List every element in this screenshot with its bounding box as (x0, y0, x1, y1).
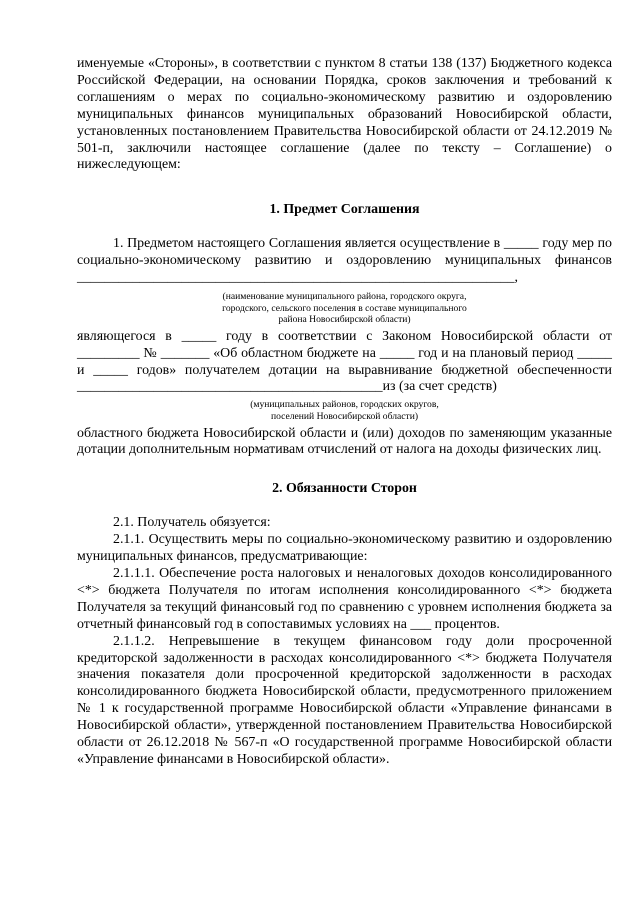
note-municipality-line-2: городского, сельского поселения в составе муниципального (222, 302, 467, 314)
clause-2-1-1-1: 2.1.1.1. Обеспечение роста налоговых и неналоговых доходов консолидированного <*> бюджета Получателя по итогам исполнения консолидированного <*> бюджета Получателя за текущий финансовый год по сравнению с уровнем исполнения бюджета за отчетный финансовый год в сопоставимых условиях на ___ процентов. (77, 566, 612, 632)
clause-2-1: 2.1. Получатель обязуется: (113, 515, 271, 531)
document-page (77, 56, 612, 769)
note-districts-line-2: поселений Новосибирской области) (270, 410, 419, 422)
clause-2-1-1-2: 2.1.1.2. Непревышение в текущем финансовом году доли просроченной кредиторской задолженности в расходах консолидированного <*> бюджета Получателя значения показателя доли просроченной кредиторской задолженности в расходах консолидированного бюджета Новосибирской области, предусмотренного приложением № 1 к государственной программе Новосибирской области «Управление финансами в Новосибирской области», утвержденной постановлением Правительства Новосибирской области от 26.12.2018 № 567-п «О государственной программе Новосибирской области «Управление финансами в Новосибирской области». (77, 633, 612, 767)
note-municipality-line-3: района Новосибирской области) (278, 314, 411, 326)
note-municipality-line-1: (наименование муниципального района, городского округа, (222, 290, 467, 302)
section1-paragraph-1: 1. Предметом настоящего Соглашения является осуществление в _____ году мер по социально-экономическому развитию и оздоровлению муниципальных финансов _______________________________________________________________, (77, 236, 612, 286)
section1-title: 1. Предмет Соглашения (269, 202, 420, 218)
section2-title: 2. Обязанности Сторон (272, 481, 417, 497)
section1-paragraph-2: являющегося в _____ году в соответствии с Законом Новосибирской области от _________ № _______ «Об областном бюджете на _____ год и на плановый период _____ и _____ годов» получателем дотации на выравнивание бюджетной обеспеченности ____________________________________________из (за счет средств) (77, 328, 612, 395)
note-districts-line-1: (муниципальных районов, городских округов, (250, 399, 439, 411)
clause-2-1-1: 2.1.1. Осуществить меры по социально-экономическому развитию и оздоровлению муниципальных финансов, предусматривающие: (77, 532, 612, 565)
section1-paragraph-3: областного бюджета Новосибирской области и (или) доходов по заменяющим указанные дотации дополнительным нормативам отчислений от налога на доходы физических лиц. (77, 425, 612, 458)
intro-paragraph: именуемые «Стороны», в соответствии с пунктом 8 статьи 138 (137) Бюджетного кодекса Российской Федерации, на основании Порядка, сроков заключения и требований к соглашениям о мерах по социально-экономическому развитию и оздоровлению муниципальных финансов муниципальных образований Новосибирской области, установленных постановлением Правительства Новосибирской области от 24.12.2019 № 501-п, заключили настоящее соглашение (далее по тексту – Соглашение) о нижеследующем: (77, 56, 612, 173)
